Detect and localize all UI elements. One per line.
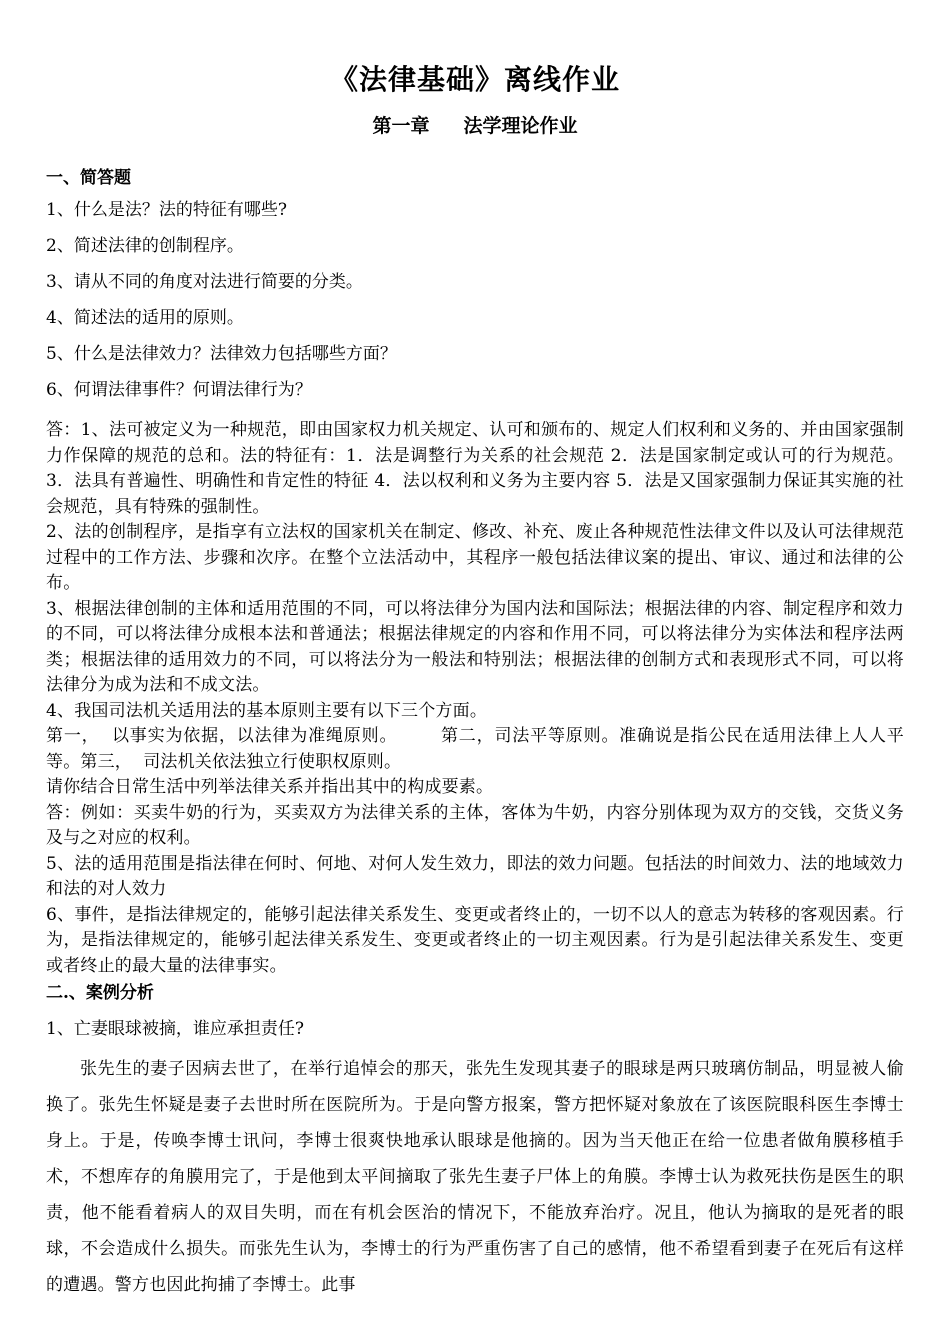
chapter-label: 第一章 [372, 115, 430, 137]
answer-paragraph: 4、我国司法机关适用法的基本原则主要有以下三个方面。 [46, 700, 488, 721]
answer-paragraph: 答：1、法可被定义为一种规范，即由国家权力机关规定、认可和颁布的、规定人们权利和义务的、并由国家强制力作保障的规范的总和。法的特征有：1．法是调整行为关系的社会规范 2．法是国家制定或认可的行为规范。3．法具有普遍性、明确性和肯定性的特征 4．法以权利和义务为主要内容 5．法是又国家强制力保证其实施的社会规范，具有特殊的强制性。 [46, 420, 904, 517]
section-heading-short-answer: 一、简答题 [46, 168, 131, 188]
question-item: 1、什么是法？法的特征有哪些? [46, 200, 287, 220]
question-item: 6、何谓法律事件？何谓法律行为？ [46, 380, 312, 400]
question-item: 4、简述法的适用的原则。 [46, 308, 244, 328]
answer-paragraph: 5、法的适用范围是指法律在何时、何地、对何人发生效力，即法的效力问题。包括法的时间效力、法的地域效力和法的对人效力 [46, 853, 904, 899]
chapter-name: 法学理论作业 [463, 115, 578, 137]
case-question: 1、亡妻眼球被摘，谁应承担责任? [46, 1019, 304, 1039]
answer-paragraph: 6、事件，是指法律规定的，能够引起法律关系发生、变更或者终止的，一切不以人的意志为转移的客观因素。行为，是指法律规定的，能够引起法律关系发生、变更或者终止的一切主观因素。行为是引起法律关系发生、变更或者终止的最大量的法律事实。 [46, 904, 904, 976]
answer-paragraph: 答：例如：买卖牛奶的行为，买卖双方为法律关系的主体，客体为牛奶，内容分别体现为双方的交钱，交货义务及与之对应的权利。 [46, 802, 904, 848]
question-item: 2、简述法律的创制程序。 [46, 236, 244, 256]
section-heading-case-analysis: 二.、案例分析 [46, 983, 154, 1003]
question-list [46, 198, 904, 402]
answer-block [46, 418, 904, 979]
answer-paragraph: 2、法的创制程序，是指享有立法权的国家机关在制定、修改、补充、废止各种规范性法律文件以及认可法律规范过程中的工作方法、步骤和次序。在整个立法活动中，其程序一般包括法律议案的提出、审议、通过和法律的公布。 [46, 522, 904, 593]
document-title: 《法律基础》离线作业 [329, 63, 620, 96]
case-body-text: 张先生的妻子因病去世了，在举行追悼会的那天，张先生发现其妻子的眼球是两只玻璃仿制品，明显被人偷换了。张先生怀疑是妻子去世时所在医院所为。于是向警方报案，警方把怀疑对象放在了该医院眼科医生李博士身上。于是，传唤李博士讯问，李博士很爽快地承认眼球是他摘的。因为当天他正在给一位患者做角膜移植手术，不想库存的角膜用完了，于是他到太平间摘取了张先生妻子尸体上的角膜。李博士认为救死扶伤是医生的职责，他不能看着病人的双目失明，而在有机会医治的情况下，不能放弃治疗。况且，他认为摘取的是死者的眼球，不会造成什么损失。而张先生认为，李博士的行为严重伤害了自己的感情，他不希望看到妻子在死后有这样的遭遇。警方也因此拘捕了李博士。此事 [46, 1059, 904, 1295]
question-item: 5、什么是法律效力？法律效力包括哪些方面？ [46, 344, 397, 364]
answer-paragraph: 3、根据法律创制的主体和适用范围的不同，可以将法律分为国内法和国际法；根据法律的内容、制定程序和效力的不同，可以将法律分成根本法和普通法；根据法律规定的内容和作用不同，可以将法律分为实体法和程序法两类；根据法律的适用效力的不同，可以将法分为一般法和特别法；根据法律的创制方式和表现形式不同，可以将法律分为成为法和不成文法。 [46, 598, 904, 695]
chapter-title [46, 112, 904, 140]
answer-paragraph: 第一， 以事实为依据，以法律为准绳原则。 第二，司法平等原则。准确说是指公民在适用法律上人人平等。第三， 司法机关依法独立行使职权原则。 [46, 726, 904, 772]
question-item: 3、请从不同的角度对法进行简要的分类。 [46, 272, 363, 292]
answer-paragraph: 请你结合日常生活中列举法律关系并指出其中的构成要素。 [46, 777, 494, 797]
